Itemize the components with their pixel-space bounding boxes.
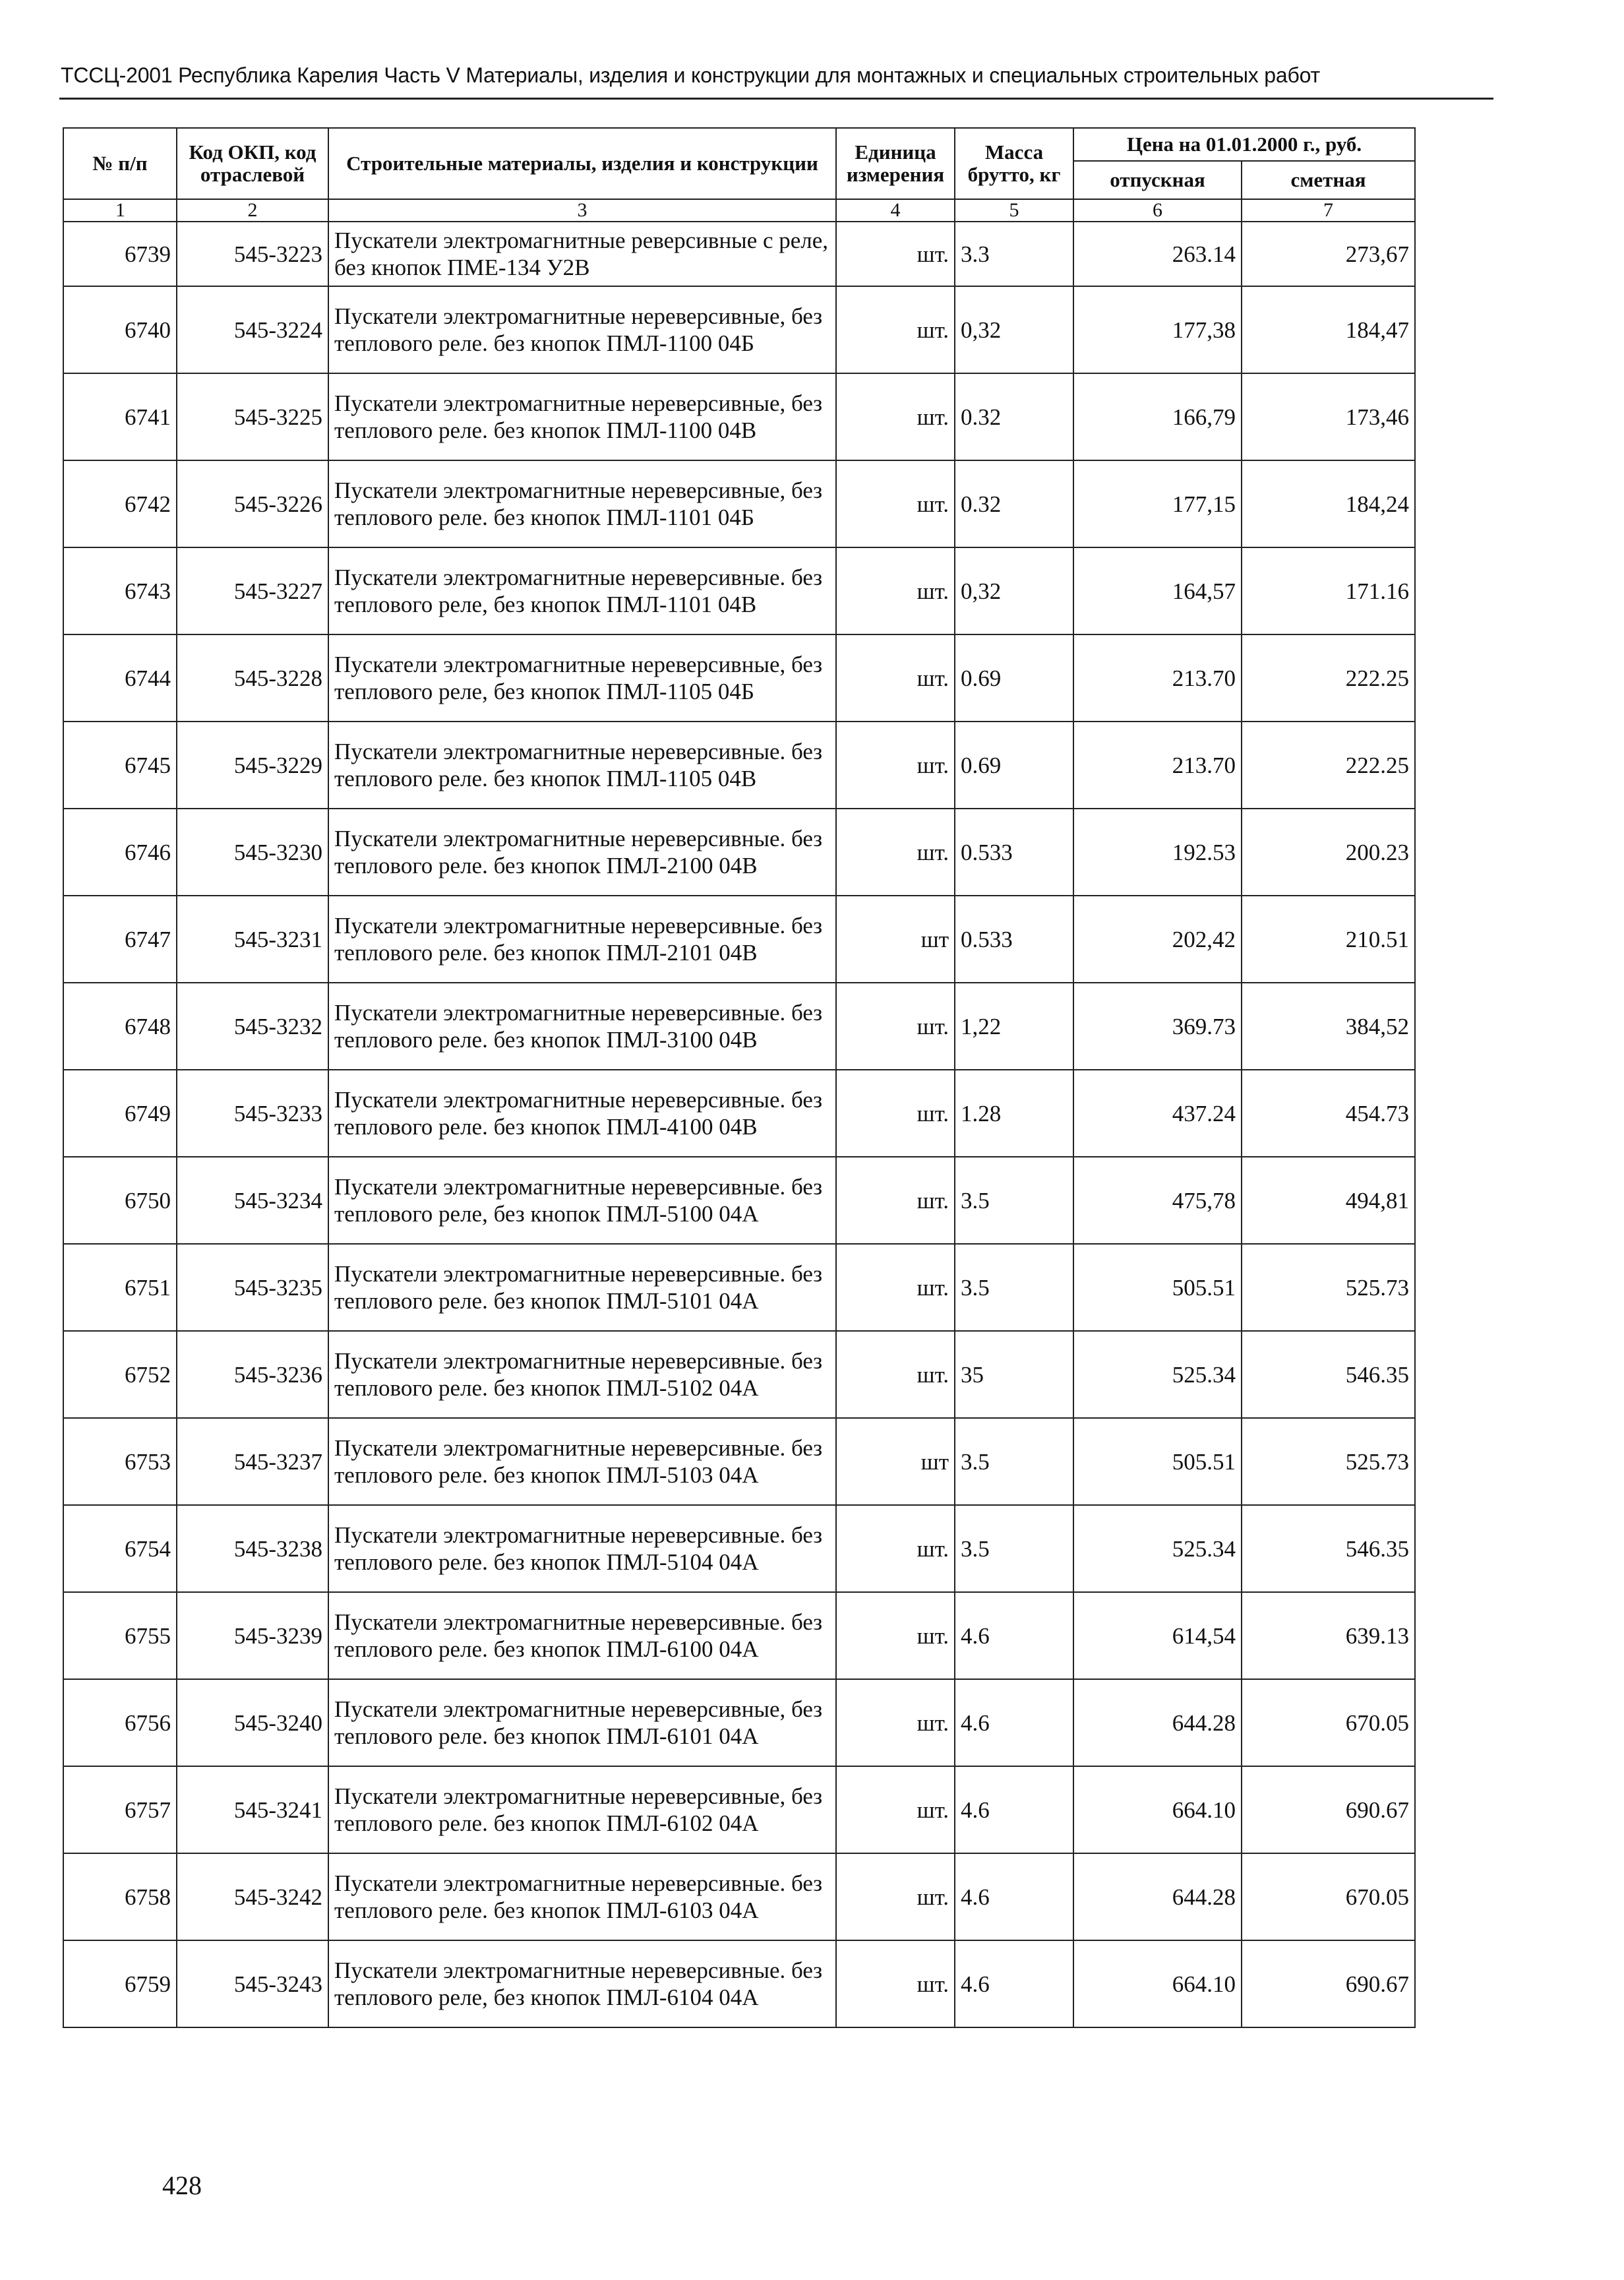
col-header-code: Код ОКП, код отраслевой	[177, 128, 328, 199]
col-header-num: № п/п	[63, 128, 177, 199]
row-number: 6757	[63, 1766, 177, 1853]
gross-mass: 0,32	[955, 286, 1073, 373]
unit-of-measure: шт.	[836, 722, 955, 809]
column-number: 3	[328, 199, 836, 222]
price-release: 213.70	[1073, 722, 1242, 809]
price-release: 475,78	[1073, 1157, 1242, 1244]
column-number: 1	[63, 199, 177, 222]
row-number: 6745	[63, 722, 177, 809]
okp-code: 545-3234	[177, 1157, 328, 1244]
price-estimate: 525.73	[1242, 1244, 1415, 1331]
price-estimate: 222.25	[1242, 722, 1415, 809]
okp-code: 545-3224	[177, 286, 328, 373]
price-estimate: 384,52	[1242, 983, 1415, 1070]
okp-code: 545-3225	[177, 373, 328, 460]
table-row	[63, 460, 1415, 547]
okp-code: 545-3232	[177, 983, 328, 1070]
column-number: 4	[836, 199, 955, 222]
row-number: 6751	[63, 1244, 177, 1331]
column-number: 7	[1242, 199, 1415, 222]
price-estimate: 670.05	[1242, 1853, 1415, 1940]
row-number: 6759	[63, 1940, 177, 2027]
price-release: 164,57	[1073, 547, 1242, 634]
column-number: 2	[177, 199, 328, 222]
table-row	[63, 896, 1415, 983]
gross-mass: 0.69	[955, 722, 1073, 809]
unit-of-measure: шт.	[836, 1244, 955, 1331]
price-release: 263.14	[1073, 222, 1242, 286]
unit-of-measure: шт.	[836, 460, 955, 547]
col-header-unit: Единица измерения	[836, 128, 955, 199]
okp-code: 545-3227	[177, 547, 328, 634]
table-row	[63, 1940, 1415, 2027]
okp-code: 545-3223	[177, 222, 328, 286]
row-number: 6753	[63, 1418, 177, 1505]
col-header-name: Строительные материалы, изделия и конструкции	[328, 128, 836, 199]
price-estimate: 546.35	[1242, 1331, 1415, 1418]
price-estimate: 454.73	[1242, 1070, 1415, 1157]
unit-of-measure: шт.	[836, 286, 955, 373]
unit-of-measure: шт.	[836, 1940, 955, 2027]
header-row-1	[63, 128, 1415, 161]
unit-of-measure: шт.	[836, 222, 955, 286]
gross-mass: 4.6	[955, 1679, 1073, 1766]
unit-of-measure: шт.	[836, 1157, 955, 1244]
gross-mass: 4.6	[955, 1766, 1073, 1853]
price-release: 664.10	[1073, 1766, 1242, 1853]
table-row	[63, 286, 1415, 373]
material-name: Пускатели электромагнитные реверсивные с реле, без кнопок ПМЕ-134 У2В	[328, 222, 836, 286]
table-body	[63, 222, 1415, 2027]
gross-mass: 35	[955, 1331, 1073, 1418]
material-name: Пускатели электромагнитные нереверсивные. без теплового реле. без кнопок ПМЛ-2101 04В	[328, 896, 836, 983]
price-estimate: 210.51	[1242, 896, 1415, 983]
okp-code: 545-3241	[177, 1766, 328, 1853]
okp-code: 545-3239	[177, 1592, 328, 1679]
okp-code: 545-3226	[177, 460, 328, 547]
okp-code: 545-3228	[177, 634, 328, 722]
price-release: 664.10	[1073, 1940, 1242, 2027]
unit-of-measure: шт	[836, 1418, 955, 1505]
okp-code: 545-3230	[177, 809, 328, 896]
price-release: 177,15	[1073, 460, 1242, 547]
unit-of-measure: шт.	[836, 1592, 955, 1679]
unit-of-measure: шт.	[836, 1679, 955, 1766]
gross-mass: 3.3	[955, 222, 1073, 286]
price-release: 177,38	[1073, 286, 1242, 373]
price-estimate: 222.25	[1242, 634, 1415, 722]
material-name: Пускатели электромагнитные нереверсивные, без теплового реле. без кнопок ПМЛ-1100 04В	[328, 373, 836, 460]
material-name: Пускатели электромагнитные нереверсивные. без теплового реле. без кнопок ПМЛ-2100 04В	[328, 809, 836, 896]
unit-of-measure: шт.	[836, 809, 955, 896]
row-number: 6754	[63, 1505, 177, 1592]
price-release: 192.53	[1073, 809, 1242, 896]
table-row	[63, 634, 1415, 722]
price-release: 525.34	[1073, 1331, 1242, 1418]
col-header-price-release: отпускная	[1073, 161, 1242, 199]
material-name: Пускатели электромагнитные нереверсивные. без теплового реле. без кнопок ПМЛ-5104 04А	[328, 1505, 836, 1592]
table-row	[63, 1070, 1415, 1157]
table-row	[63, 809, 1415, 896]
row-number: 6743	[63, 547, 177, 634]
okp-code: 545-3231	[177, 896, 328, 983]
price-estimate: 690.67	[1242, 1766, 1415, 1853]
material-name: Пускатели электромагнитные нереверсивные. без теплового реле. без кнопок ПМЛ-1105 04В	[328, 722, 836, 809]
gross-mass: 3.5	[955, 1244, 1073, 1331]
gross-mass: 0.32	[955, 460, 1073, 547]
table-row	[63, 1331, 1415, 1418]
row-number: 6750	[63, 1157, 177, 1244]
gross-mass: 0,32	[955, 547, 1073, 634]
table-row	[63, 1853, 1415, 1940]
gross-mass: 3.5	[955, 1418, 1073, 1505]
row-number: 6747	[63, 896, 177, 983]
price-estimate: 200.23	[1242, 809, 1415, 896]
unit-of-measure: шт.	[836, 547, 955, 634]
price-estimate: 546.35	[1242, 1505, 1415, 1592]
unit-of-measure: шт.	[836, 1505, 955, 1592]
price-estimate: 690.67	[1242, 1940, 1415, 2027]
gross-mass: 3.5	[955, 1505, 1073, 1592]
table-row	[63, 1244, 1415, 1331]
okp-code: 545-3238	[177, 1505, 328, 1592]
unit-of-measure: шт.	[836, 1331, 955, 1418]
row-number: 6749	[63, 1070, 177, 1157]
table-row	[63, 547, 1415, 634]
okp-code: 545-3235	[177, 1244, 328, 1331]
price-estimate: 184,24	[1242, 460, 1415, 547]
material-name: Пускатели электромагнитные нереверсивные. без теплового реле. без кнопок ПМЛ-6103 04А	[328, 1853, 836, 1940]
row-number: 6746	[63, 809, 177, 896]
gross-mass: 4.6	[955, 1853, 1073, 1940]
unit-of-measure: шт.	[836, 1853, 955, 1940]
okp-code: 545-3229	[177, 722, 328, 809]
gross-mass: 3.5	[955, 1157, 1073, 1244]
price-estimate: 639.13	[1242, 1592, 1415, 1679]
material-name: Пускатели электромагнитные нереверсивные. без теплового реле. без кнопок ПМЛ-5103 04А	[328, 1418, 836, 1505]
unit-of-measure: шт.	[836, 983, 955, 1070]
material-name: Пускатели электромагнитные нереверсивные. без теплового реле. без кнопок ПМЛ-5102 04А	[328, 1331, 836, 1418]
col-header-price-group: Цена на 01.01.2000 г., руб.	[1073, 128, 1415, 161]
unit-of-measure: шт.	[836, 1766, 955, 1853]
material-name: Пускатели электромагнитные нереверсивные, без теплового реле, без кнопок ПМЛ-1105 04Б	[328, 634, 836, 722]
material-name: Пускатели электромагнитные нереверсивные. без теплового реле. без кнопок ПМЛ-6100 04А	[328, 1592, 836, 1679]
okp-code: 545-3243	[177, 1940, 328, 2027]
table-row	[63, 722, 1415, 809]
okp-code: 545-3242	[177, 1853, 328, 1940]
row-number: 6739	[63, 222, 177, 286]
price-estimate: 670.05	[1242, 1679, 1415, 1766]
price-estimate: 173,46	[1242, 373, 1415, 460]
price-estimate: 494,81	[1242, 1157, 1415, 1244]
gross-mass: 4.6	[955, 1940, 1073, 2027]
material-name: Пускатели электромагнитные нереверсивные. без теплового реле, без кнопок ПМЛ-1101 04В	[328, 547, 836, 634]
price-release: 213.70	[1073, 634, 1242, 722]
price-release: 369.73	[1073, 983, 1242, 1070]
price-release: 437.24	[1073, 1070, 1242, 1157]
table-row	[63, 373, 1415, 460]
running-title: ТССЦ-2001 Республика Карелия Часть V Материалы, изделия и конструкции для монтажных и специальных строительных работ	[61, 63, 1320, 87]
row-number: 6755	[63, 1592, 177, 1679]
table-row	[63, 222, 1415, 286]
unit-of-measure: шт.	[836, 1070, 955, 1157]
gross-mass: 0.533	[955, 809, 1073, 896]
page-number: 428	[162, 2171, 202, 2200]
col-header-price-estimate: сметная	[1242, 161, 1415, 199]
row-number: 6744	[63, 634, 177, 722]
table-row	[63, 1418, 1415, 1505]
price-release: 166,79	[1073, 373, 1242, 460]
material-name: Пускатели электромагнитные нереверсивные. без теплового реле. без кнопок ПМЛ-5101 04А	[328, 1244, 836, 1331]
gross-mass: 1.28	[955, 1070, 1073, 1157]
col-header-mass: Масса брутто, кг	[955, 128, 1073, 199]
okp-code: 545-3237	[177, 1418, 328, 1505]
gross-mass: 0.32	[955, 373, 1073, 460]
table-row	[63, 983, 1415, 1070]
column-numbers-row	[63, 199, 1415, 222]
row-number: 6758	[63, 1853, 177, 1940]
material-name: Пускатели электромагнитные нереверсивные. без теплового реле, без кнопок ПМЛ-5100 04А	[328, 1157, 836, 1244]
material-name: Пускатели электромагнитные нереверсивные, без теплового реле. без кнопок ПМЛ-1100 04Б	[328, 286, 836, 373]
material-name: Пускатели электромагнитные нереверсивные, без теплового реле. без кнопок ПМЛ-6102 04А	[328, 1766, 836, 1853]
table-row	[63, 1505, 1415, 1592]
row-number: 6742	[63, 460, 177, 547]
okp-code: 545-3233	[177, 1070, 328, 1157]
price-release: 505.51	[1073, 1244, 1242, 1331]
table-row	[63, 1679, 1415, 1766]
unit-of-measure: шт.	[836, 373, 955, 460]
table-row	[63, 1157, 1415, 1244]
gross-mass: 1,22	[955, 983, 1073, 1070]
price-release: 525.34	[1073, 1505, 1242, 1592]
row-number: 6748	[63, 983, 177, 1070]
row-number: 6752	[63, 1331, 177, 1418]
price-release: 202,42	[1073, 896, 1242, 983]
unit-of-measure: шт	[836, 896, 955, 983]
header-rule	[59, 98, 1493, 100]
column-number: 6	[1073, 199, 1242, 222]
material-name: Пускатели электромагнитные нереверсивные. без теплового реле. без кнопок ПМЛ-4100 04В	[328, 1070, 836, 1157]
price-release: 614,54	[1073, 1592, 1242, 1679]
material-name: Пускатели электромагнитные нереверсивные, без теплового реле. без кнопок ПМЛ-6101 04А	[328, 1679, 836, 1766]
okp-code: 545-3240	[177, 1679, 328, 1766]
column-number: 5	[955, 199, 1073, 222]
okp-code: 545-3236	[177, 1331, 328, 1418]
material-name: Пускатели электромагнитные нереверсивные. без теплового реле, без кнопок ПМЛ-6104 04А	[328, 1940, 836, 2027]
price-release: 644.28	[1073, 1853, 1242, 1940]
row-number: 6756	[63, 1679, 177, 1766]
price-estimate: 525.73	[1242, 1418, 1415, 1505]
gross-mass: 4.6	[955, 1592, 1073, 1679]
unit-of-measure: шт.	[836, 634, 955, 722]
price-estimate: 184,47	[1242, 286, 1415, 373]
price-table	[63, 127, 1416, 2028]
material-name: Пускатели электромагнитные нереверсивные, без теплового реле. без кнопок ПМЛ-1101 04Б	[328, 460, 836, 547]
price-estimate: 171.16	[1242, 547, 1415, 634]
price-estimate: 273,67	[1242, 222, 1415, 286]
table-row	[63, 1592, 1415, 1679]
price-release: 505.51	[1073, 1418, 1242, 1505]
row-number: 6741	[63, 373, 177, 460]
gross-mass: 0.69	[955, 634, 1073, 722]
gross-mass: 0.533	[955, 896, 1073, 983]
material-name: Пускатели электромагнитные нереверсивные. без теплового реле. без кнопок ПМЛ-3100 04В	[328, 983, 836, 1070]
price-release: 644.28	[1073, 1679, 1242, 1766]
table-row	[63, 1766, 1415, 1853]
row-number: 6740	[63, 286, 177, 373]
